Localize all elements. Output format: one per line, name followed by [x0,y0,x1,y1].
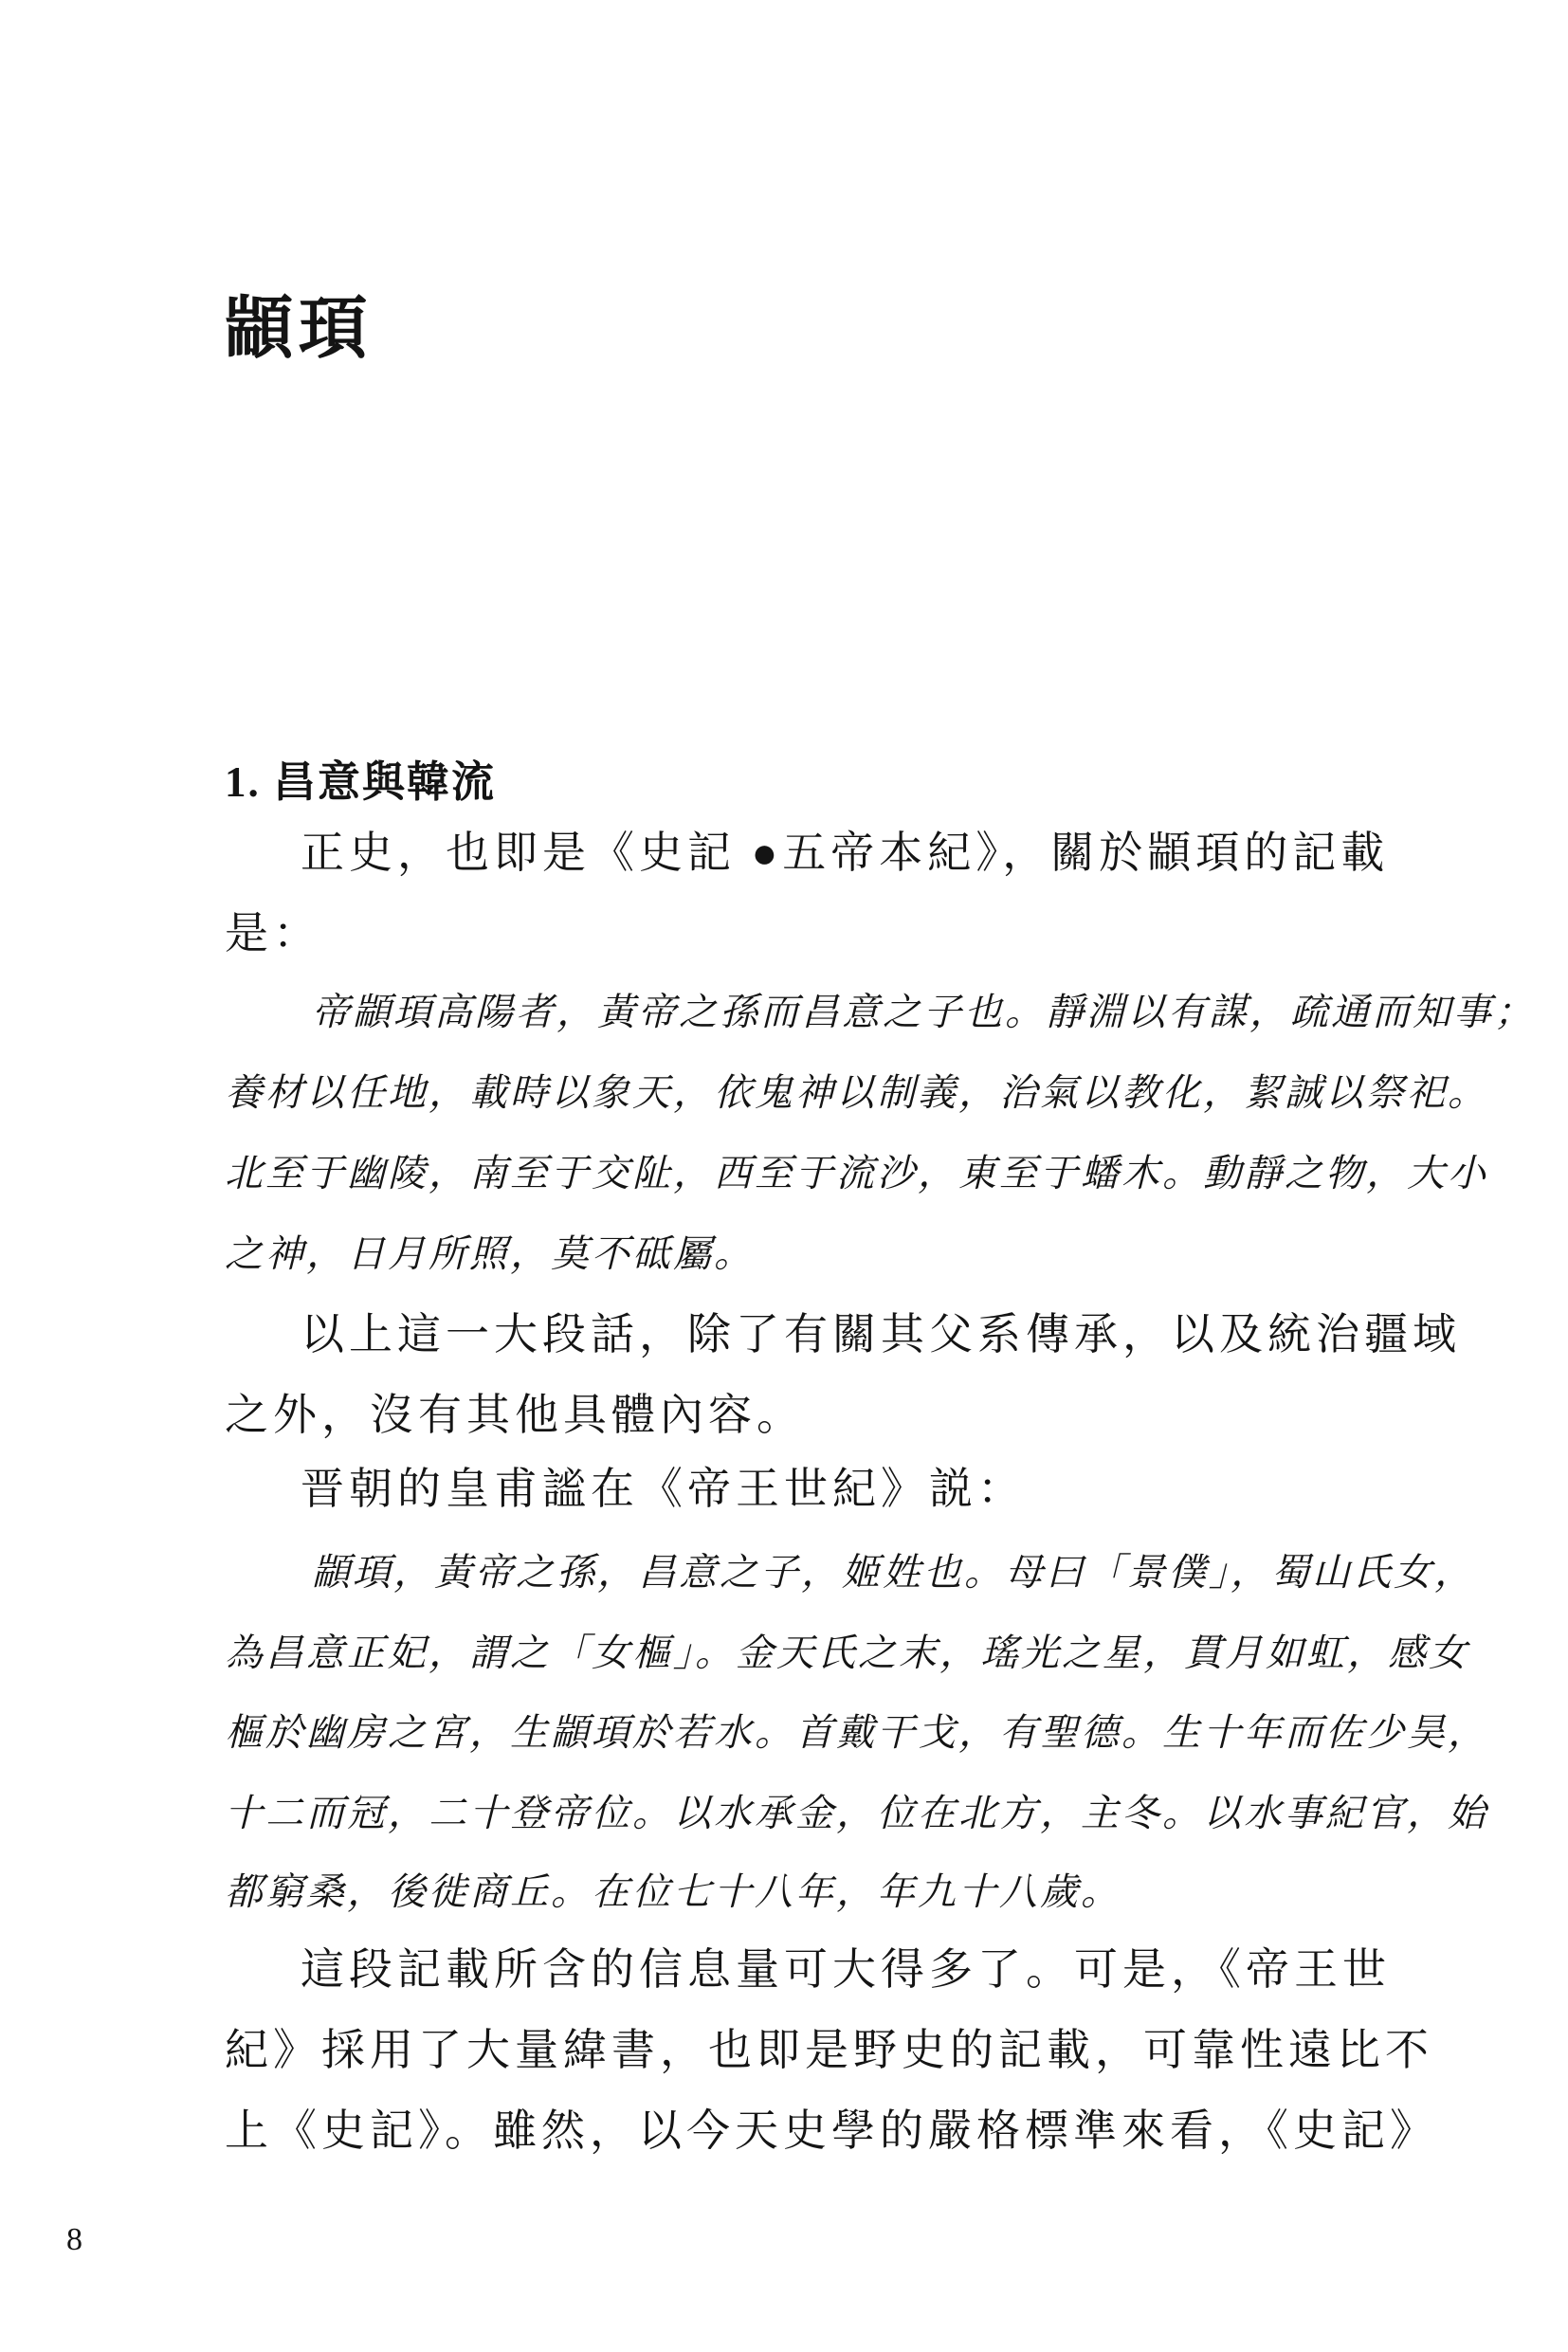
quote-line: 樞於幽房之宮，生顓頊於若水。首戴干戈，有聖德。生十年而佐少昊， [225,1711,1488,1754]
section-heading: 1. 昌意與韓流 [225,758,497,806]
quote-line: 顓頊，黃帝之孫，昌意之子，姬姓也。母曰「景僕」，蜀山氏女， [312,1551,1475,1594]
page-title: 顓頊 [225,291,374,367]
paragraph-line: 正史，也即是《史記 ●五帝本紀》，關於顓頊的記載 [301,829,1390,877]
quote-line: 北至于幽陵，南至于交阯，西至于流沙，東至于蟠木。動靜之物，大小 [225,1152,1488,1194]
paragraph-line: 以上這一大段話，除了有關其父系傳承，以及統治疆域 [301,1310,1461,1358]
quote-line: 都窮桑，後徙商丘。在位七十八年，年九十八歲。 [225,1870,1121,1913]
quote-line: 為昌意正妃，謂之「女樞」。金天氏之末，瑤光之星，貫月如虹，感女 [225,1632,1469,1674]
paragraph-line: 紀》採用了大量緯書，也即是野史的記載，可靠性遠比不 [225,2026,1433,2074]
quote-line: 十二而冠，二十登帝位。以水承金，位在北方，主冬。以水事紀官，始 [225,1792,1488,1834]
paragraph-line: 上《史記》。雖然，以今天史學的嚴格標準來看，《史記》 [225,2106,1438,2155]
quote-line: 帝顓頊高陽者，黃帝之孫而昌意之子也。靜淵以有謀，疏通而知事； [312,991,1535,1033]
paragraph-line: 是： [225,909,321,957]
paragraph-line: 這段記載所含的信息量可大得多了。可是，《帝王世 [301,1945,1391,1994]
page-number: 8 [66,2222,82,2257]
quote-line: 養材以任地，載時以象天，依鬼神以制義，治氣以教化，絜誠以祭祀。 [225,1071,1488,1114]
paragraph-line: 之外，沒有其他具體內容。 [225,1391,805,1439]
quote-line: 之神，日月所照，莫不砥屬。 [225,1232,755,1275]
paragraph-line: 晋朝的皇甫謐在《帝王世紀》説： [301,1465,1026,1513]
